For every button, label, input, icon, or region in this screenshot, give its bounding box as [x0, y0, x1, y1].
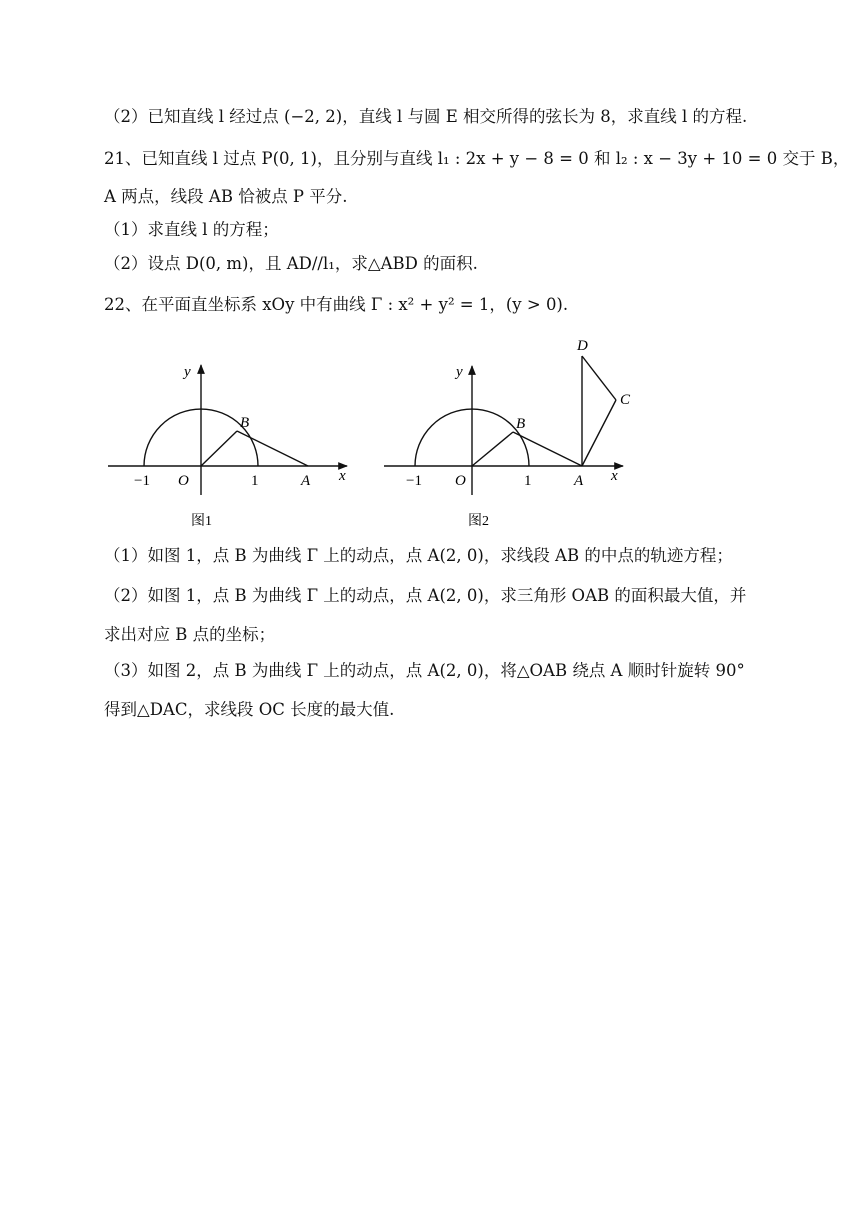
problem-22-part-3: （3）如图 2，点 B 为曲线 Γ 上的动点，点 A(2, 0)，将△OAB 绕点 A 顺时针旋转 90°	[104, 661, 745, 680]
label-y: y	[456, 364, 463, 380]
label-1: 1	[251, 473, 259, 489]
segment-BA	[237, 431, 308, 466]
segment-OB	[201, 431, 237, 466]
segment-BA	[513, 432, 582, 466]
figure-1-caption: 图1	[191, 514, 212, 529]
figure-1	[100, 355, 360, 535]
segment-DC	[582, 356, 616, 400]
label-A: A	[574, 473, 584, 489]
label-neg1: −1	[134, 473, 150, 489]
label-neg1: −1	[406, 473, 422, 489]
problem-22-statement: 22、在平面直坐标系 xOy 中有曲线 Γ : x² + y² = 1，(y > 0).	[104, 295, 569, 314]
problem-22-part-3-cont: 得到△DAC，求线段 OC 长度的最大值.	[104, 700, 395, 719]
problem-21-statement: 21、已知直线 l 过点 P(0, 1)，且分别与直线 l₁ : 2x + y − 8 = 0 和 l₂ : x − 3y + 10 = 0 交于 B，	[104, 149, 850, 168]
label-B: B	[516, 416, 526, 432]
segment-OB	[472, 432, 513, 466]
label-x: x	[339, 468, 346, 484]
problem-22-part-2: （2）如图 1，点 B 为曲线 Γ 上的动点，点 A(2, 0)，求三角形 OAB 的面积最大值，并	[104, 586, 747, 605]
label-O: O	[178, 473, 189, 489]
problem-21-part-1: （1）求直线 l 的方程；	[104, 220, 279, 239]
label-C: C	[620, 392, 631, 408]
figure-2	[378, 330, 638, 535]
problem-21-statement-cont: A 两点，线段 AB 恰被点 P 平分.	[104, 187, 348, 206]
problem-22-part-2-cont: 求出对应 B 点的坐标；	[104, 625, 276, 644]
label-D: D	[577, 338, 588, 354]
figure-2-caption: 图2	[468, 514, 489, 529]
segment-CA	[582, 400, 616, 466]
problem-20-part-2: （2）已知直线 l 经过点 (−2, 2)，直线 l 与圆 E 相交所得的弦长为 8，求直线 l 的方程.	[104, 107, 748, 126]
label-y: y	[184, 364, 191, 380]
label-B: B	[240, 415, 250, 431]
label-O: O	[455, 473, 466, 489]
label-x: x	[611, 468, 618, 484]
problem-22-part-1: （1）如图 1，点 B 为曲线 Γ 上的动点，点 A(2, 0)，求线段 AB 的中点的轨迹方程；	[104, 546, 733, 565]
problem-21-part-2: （2）设点 D(0, m)，且 AD//l₁，求△ABD 的面积.	[104, 254, 478, 273]
label-1: 1	[524, 473, 532, 489]
label-A: A	[301, 473, 311, 489]
